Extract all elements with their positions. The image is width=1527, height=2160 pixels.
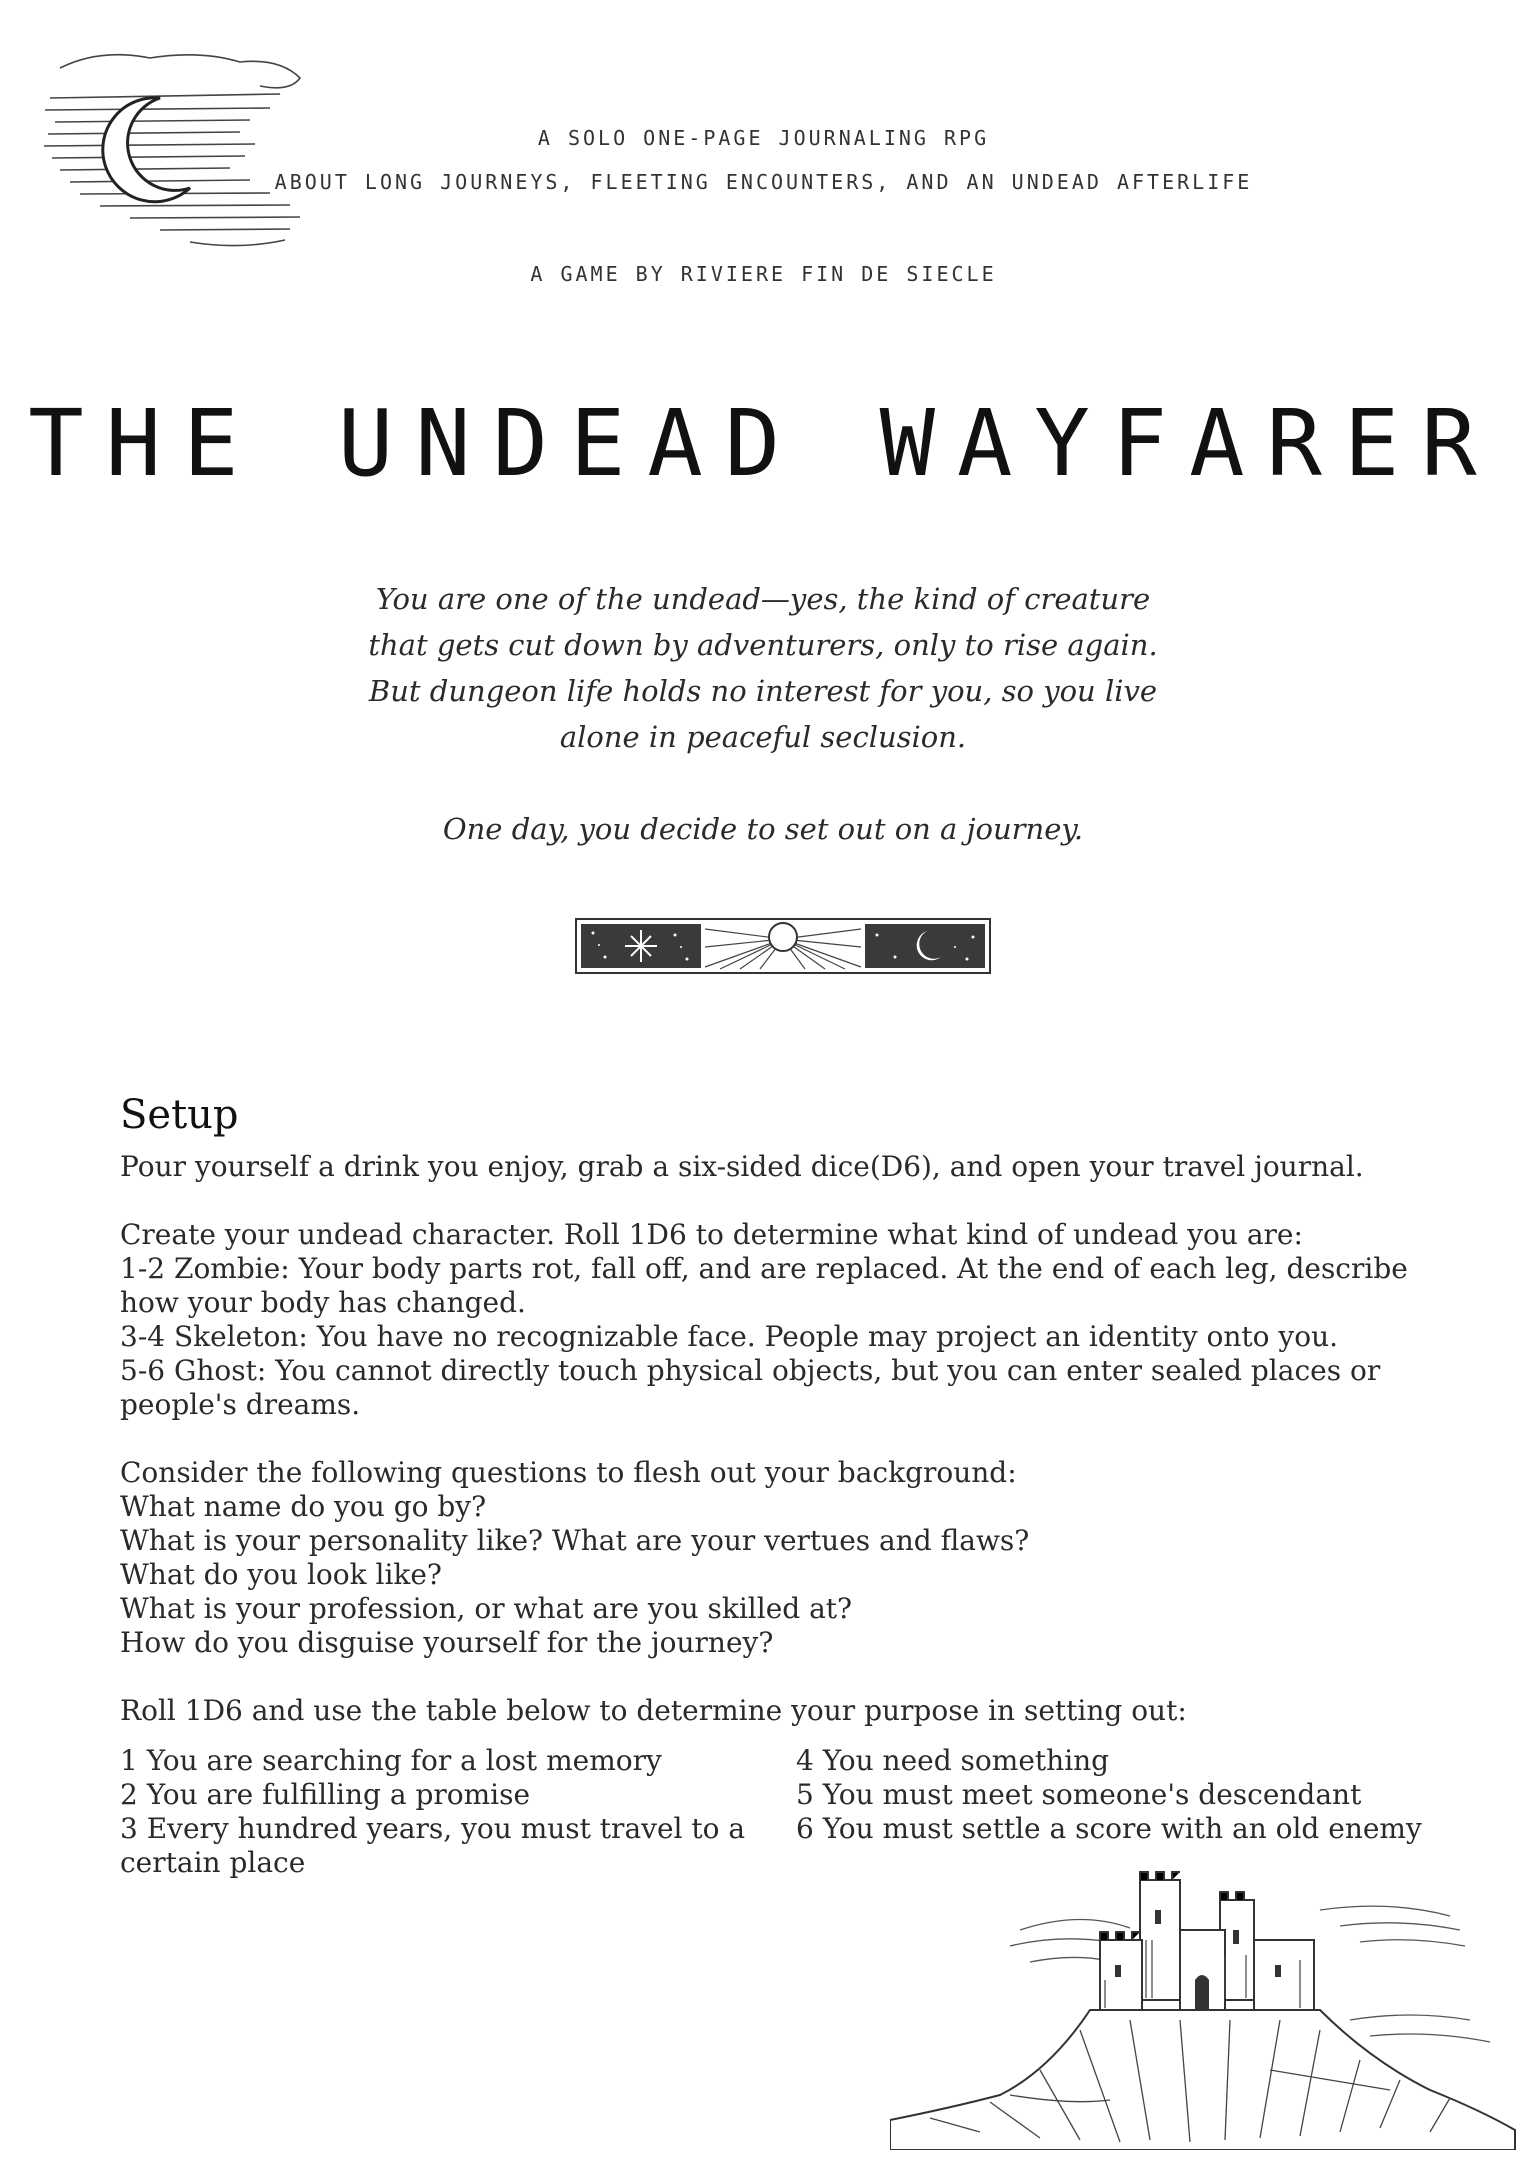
purpose-entry: 4 You need something — [796, 1744, 1110, 1777]
intro-paragraph: You are one of the undead—yes, the kind of creature that gets cut down by adventurers, only to rise again. But dungeon life holds no interest for you, so you live alone in peaceful seclusion. — [368, 582, 1158, 754]
intro-text — [363, 576, 1163, 852]
tagline-line-2: ABOUT LONG JOURNEYS, FLEETING ENCOUNTERS, AND AN UNDEAD AFTERLIFE — [274, 170, 1253, 194]
purpose-entry: 2 You are fulfilling a promise — [120, 1778, 531, 1811]
purpose-entry: 6 You must settle a score with an old enemy — [796, 1812, 1422, 1845]
setup-section — [120, 1150, 1472, 1880]
game-title: THE UNDEAD WAYFARER — [28, 390, 1499, 497]
undead-type-ghost: 5-6 Ghost: You cannot directly touch physical objects, but you can enter sealed places or people's dreams. — [120, 1354, 1381, 1421]
background-question: What do you look like? — [120, 1558, 442, 1591]
intro-paragraph: One day, you decide to set out on a journey. — [442, 812, 1084, 846]
background-question: How do you disguise yourself for the journey? — [120, 1626, 774, 1659]
background-question: What name do you go by? — [120, 1490, 487, 1523]
tagline-line-1: A SOLO ONE-PAGE JOURNALING RPG — [537, 126, 990, 150]
purpose-column-left — [120, 1744, 796, 1880]
background-question: What is your personality like? What are your vertues and flaws? — [120, 1524, 1030, 1557]
background-question: What is your profession, or what are you skilled at? — [120, 1592, 853, 1625]
undead-type-zombie: 1-2 Zombie: Your body parts rot, fall off, and are replaced. At the end of each leg, describe how your body has changed. — [120, 1252, 1408, 1319]
purpose-entry: 1 You are searching for a lost memory — [120, 1744, 662, 1777]
purpose-entry: 3 Every hundred years, you must travel to a certain place — [120, 1812, 746, 1879]
undead-type-skeleton: 3-4 Skeleton: You have no recognizable face. People may project an identity onto you. — [120, 1320, 1339, 1353]
castle-on-cliff-illustration — [890, 1870, 1520, 2150]
purpose-column-right — [796, 1744, 1472, 1880]
setup-text: Consider the following questions to flesh out your background: — [120, 1456, 1017, 1489]
star-sun-moon-banner-illustration — [575, 917, 991, 975]
setup-text: Create your undead character. Roll 1D6 to determine what kind of undead you are: — [120, 1218, 1303, 1251]
purpose-table — [120, 1744, 1472, 1880]
setup-text: Roll 1D6 and use the table below to determine your purpose in setting out: — [120, 1694, 1187, 1727]
purpose-entry: 5 You must meet someone's descendant — [796, 1778, 1362, 1811]
author-byline: A GAME BY RIVIERE FIN DE SIECLE — [530, 262, 997, 286]
setup-heading: Setup — [120, 1092, 239, 1138]
setup-text: Pour yourself a drink you enjoy, grab a six-sided dice(D6), and open your travel journal. — [120, 1150, 1364, 1183]
